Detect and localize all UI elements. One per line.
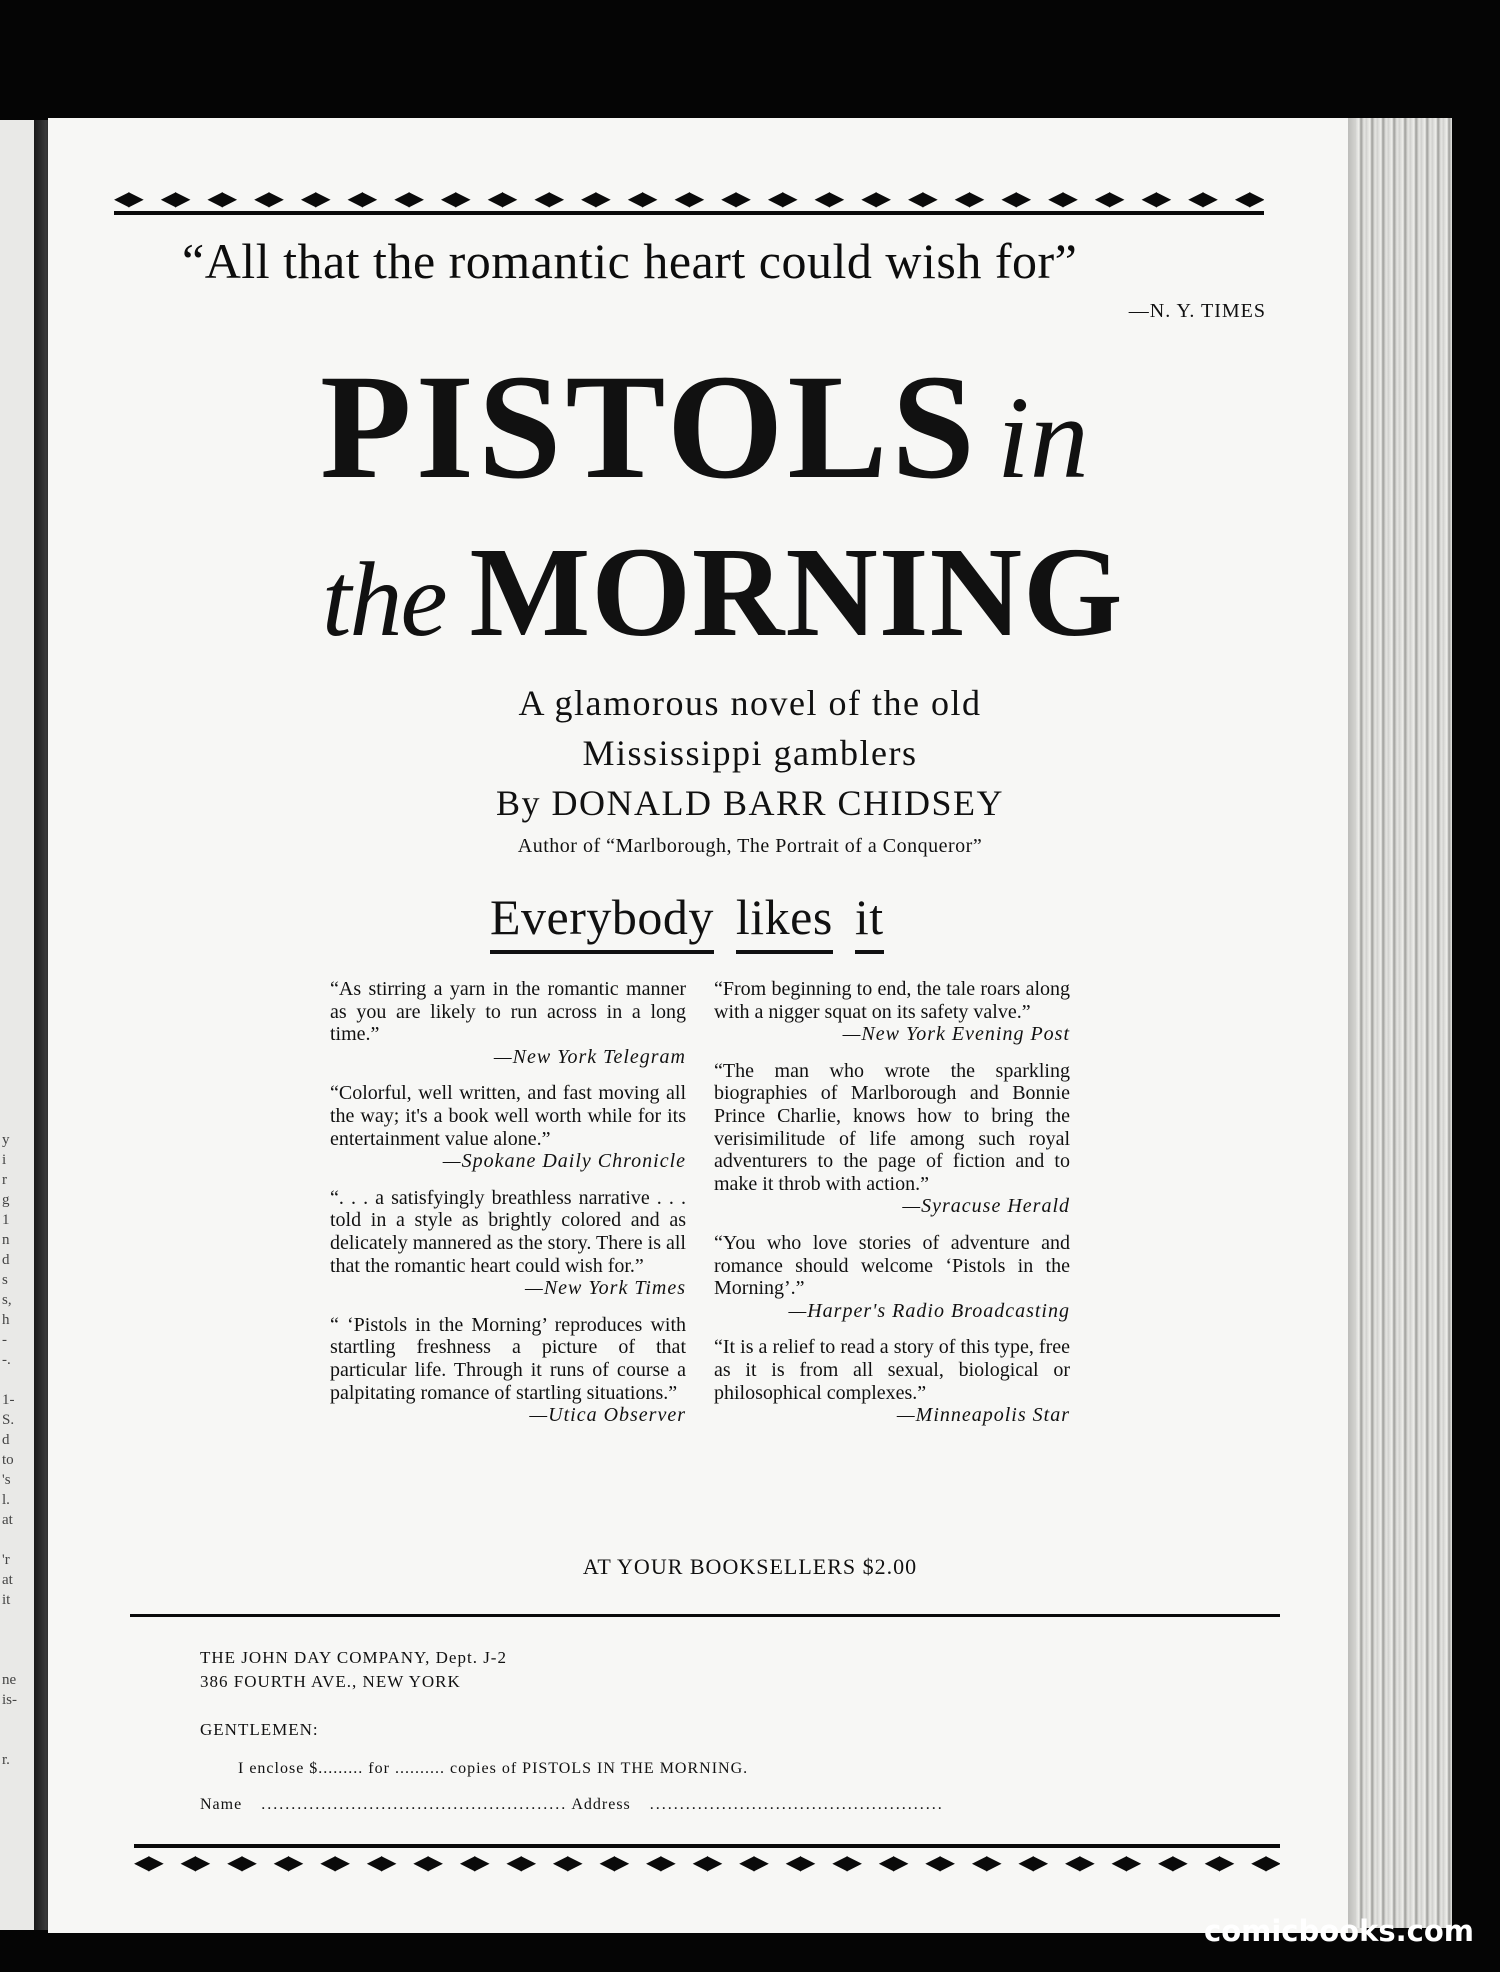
- ornament-glyph: ◀▶: [907, 187, 937, 210]
- ornament-glyph: ◀▶: [599, 1851, 629, 1874]
- review-text: “The man who wrote the sparkling biographies of Marlborough and Bonnie Prince Charlie, knows how to bring the verisimilitude of life among such royal adventurers to the page of fiction and to make it throb with action.”: [714, 1059, 1070, 1195]
- review: [330, 1187, 686, 1300]
- reviews-column-right: [714, 978, 1070, 1441]
- ornament-glyph: ◀▶: [1141, 187, 1171, 210]
- ornament-glyph: ◀▶: [227, 1851, 256, 1874]
- coupon-address-label: Address: [571, 1796, 631, 1813]
- bottom-rule: [134, 1844, 1280, 1848]
- review-source: —Spokane Daily Chronicle: [442, 1150, 686, 1173]
- headline-quote: “All that the romantic heart could wish for”: [182, 233, 1078, 289]
- ornament-glyph: ◀▶: [114, 187, 143, 210]
- ornament-glyph: ◀▶: [1048, 187, 1077, 210]
- ornament-glyph: ◀▶: [160, 187, 190, 210]
- coupon-top-rule: [130, 1614, 1280, 1617]
- review-text: “As stirring a yarn in the romantic manner as you are likely to run across in a long time.”: [330, 978, 686, 1046]
- headline-quote-source: —N. Y. TIMES: [1128, 300, 1266, 322]
- ornament-glyph: ◀▶: [347, 187, 377, 210]
- ornament-glyph: ◀▶: [1188, 187, 1217, 210]
- left-page-text-fragments: y i r g 1 n d s s, h - -. 1- S. d to 's l. at 'r at it ne is- r.: [2, 1132, 17, 1768]
- review: [714, 1336, 1070, 1426]
- review-source: —New York Telegram: [493, 1045, 686, 1068]
- ornament-glyph: ◀▶: [394, 187, 423, 210]
- review-source: —New York Evening Post: [842, 1023, 1070, 1046]
- ornament-glyph: ◀▶: [721, 187, 750, 210]
- review: [714, 978, 1070, 1046]
- top-ornament-border: [114, 186, 1264, 210]
- ornament-glyph: ◀▶: [413, 1851, 443, 1874]
- ornament-glyph: ◀▶: [646, 1851, 675, 1874]
- bottom-ornament-border: [134, 1850, 1280, 1874]
- ornament-glyph: ◀▶: [534, 187, 564, 210]
- subtitle-line2: Mississippi gamblers: [582, 733, 918, 773]
- ornament-glyph: ◀▶: [1001, 187, 1031, 210]
- reviews-column-left: [330, 978, 686, 1441]
- ornament-glyph: ◀▶: [581, 187, 610, 210]
- review-source: —Syracuse Herald: [902, 1195, 1070, 1218]
- ornament-glyph: ◀▶: [767, 187, 797, 210]
- reviews-heading-word2: likes: [736, 888, 833, 954]
- coupon-name-label: Name: [200, 1796, 243, 1813]
- review-text: “From beginning to end, the tale roars along with a nigger squat on its safety valve.”: [714, 978, 1070, 1023]
- ornament-glyph: ◀▶: [1111, 1851, 1141, 1874]
- coupon-name-field[interactable]: ...................................................: [261, 1796, 568, 1813]
- ornament-glyph: ◀▶: [785, 1851, 815, 1874]
- ornament-glyph: ◀▶: [832, 1851, 861, 1874]
- book-title-line2: [322, 521, 1124, 663]
- ornament-glyph: ◀▶: [552, 1851, 582, 1874]
- ornament-glyph: ◀▶: [1018, 1851, 1048, 1874]
- ornament-glyph: ◀▶: [506, 1851, 536, 1874]
- review-source: —Minneapolis Star: [896, 1404, 1070, 1427]
- stacked-page-edges: [1356, 118, 1452, 1928]
- price-line: AT YOUR BOOKSELLERS $2.00: [582, 1554, 918, 1579]
- ornament-glyph: ◀▶: [674, 187, 704, 210]
- title-word-pistols: PISTOLS: [320, 344, 979, 510]
- ornament-glyph: ◀▶: [627, 187, 657, 210]
- review-text: “ ‘Pistols in the Morning’ reproduces with startling freshness a picture of that particular life. Through it runs of course a palpitating romance of startling situations.”: [330, 1313, 686, 1404]
- ornament-glyph: ◀▶: [878, 1851, 908, 1874]
- ornament-glyph: ◀▶: [861, 187, 891, 210]
- coupon-address: 386 FOURTH AVE., NEW YORK: [200, 1672, 461, 1691]
- title-word-in: in: [996, 372, 1089, 503]
- ornament-glyph: ◀▶: [925, 1851, 955, 1874]
- review: [714, 1060, 1070, 1218]
- ornament-glyph: ◀▶: [1094, 187, 1124, 210]
- ornament-glyph: ◀▶: [971, 1851, 1001, 1874]
- ornament-glyph: ◀▶: [487, 187, 517, 210]
- ornament-glyph: ◀▶: [692, 1851, 722, 1874]
- review: [330, 1082, 686, 1172]
- title-word-the: the: [322, 541, 446, 658]
- coupon-enclose-field[interactable]: I enclose $......... for .......... copies of PISTOLS IN THE MORNING.: [238, 1760, 749, 1777]
- ornament-glyph: ◀▶: [320, 1851, 349, 1874]
- ornament-glyph: ◀▶: [440, 187, 470, 210]
- review-text: “Colorful, well written, and fast moving all the way; it's a book well worth while for its entertainment value alone.”: [330, 1082, 686, 1150]
- ornament-glyph: ◀▶: [459, 1851, 489, 1874]
- top-rule: [114, 211, 1264, 215]
- review-source: —Utica Observer: [529, 1404, 686, 1427]
- ornament-glyph: ◀▶: [254, 187, 283, 210]
- title-word-morning: MORNING: [469, 521, 1124, 663]
- book-title-line1: [320, 344, 1089, 510]
- review-text: “. . . a satisfyingly breathless narrative . . . told in a style as brightly colored and as delicately mannered as the story. There is all that the romantic heart could wish for.”: [330, 1186, 686, 1277]
- ornament-glyph: ◀▶: [1251, 1851, 1280, 1874]
- ornament-glyph: ◀▶: [1064, 1851, 1094, 1874]
- ornament-glyph: ◀▶: [814, 187, 844, 210]
- author-note: Author of “Marlborough, The Portrait of a Conqueror”: [517, 835, 983, 857]
- ornament-glyph: ◀▶: [180, 1851, 210, 1874]
- review: [330, 1314, 686, 1427]
- review: [330, 978, 686, 1068]
- ornament-glyph: ◀▶: [207, 187, 237, 210]
- coupon-name-row: [200, 1796, 944, 1814]
- ornament-glyph: ◀▶: [1204, 1851, 1234, 1874]
- coupon-address-field[interactable]: .................................................: [649, 1796, 944, 1813]
- watermark: comicbooks.com: [1204, 1914, 1474, 1948]
- ornament-glyph: ◀▶: [134, 1851, 163, 1874]
- ornament-glyph: ◀▶: [1234, 187, 1264, 210]
- subtitle-line1: A glamorous novel of the old: [518, 683, 982, 723]
- reviews-heading-word1: Everybody: [490, 888, 714, 954]
- review-source: —New York Times: [525, 1277, 686, 1300]
- review-text: “You who love stories of adventure and romance should welcome ‘Pistols in the Morning’.”: [714, 1231, 1070, 1300]
- ornament-glyph: ◀▶: [300, 187, 330, 210]
- review-source: —Harper's Radio Broadcasting: [788, 1299, 1070, 1322]
- review: [714, 1232, 1070, 1322]
- ornament-glyph: ◀▶: [273, 1851, 303, 1874]
- review-text: “It is a relief to read a story of this type, free as it is from all sexual, biological or philosophical complexes.”: [714, 1336, 1070, 1404]
- ornament-glyph: ◀▶: [366, 1851, 396, 1874]
- author-byline: By DONALD BARR CHIDSEY: [495, 783, 1005, 823]
- reviews-heading-word3: it: [855, 888, 884, 954]
- coupon-company: THE JOHN DAY COMPANY, Dept. J-2: [200, 1648, 507, 1667]
- reviews-heading: [490, 888, 906, 954]
- ornament-glyph: ◀▶: [1158, 1851, 1187, 1874]
- coupon-salutation: GENTLEMEN:: [200, 1720, 319, 1739]
- ornament-glyph: ◀▶: [739, 1851, 768, 1874]
- ornament-glyph: ◀▶: [954, 187, 984, 210]
